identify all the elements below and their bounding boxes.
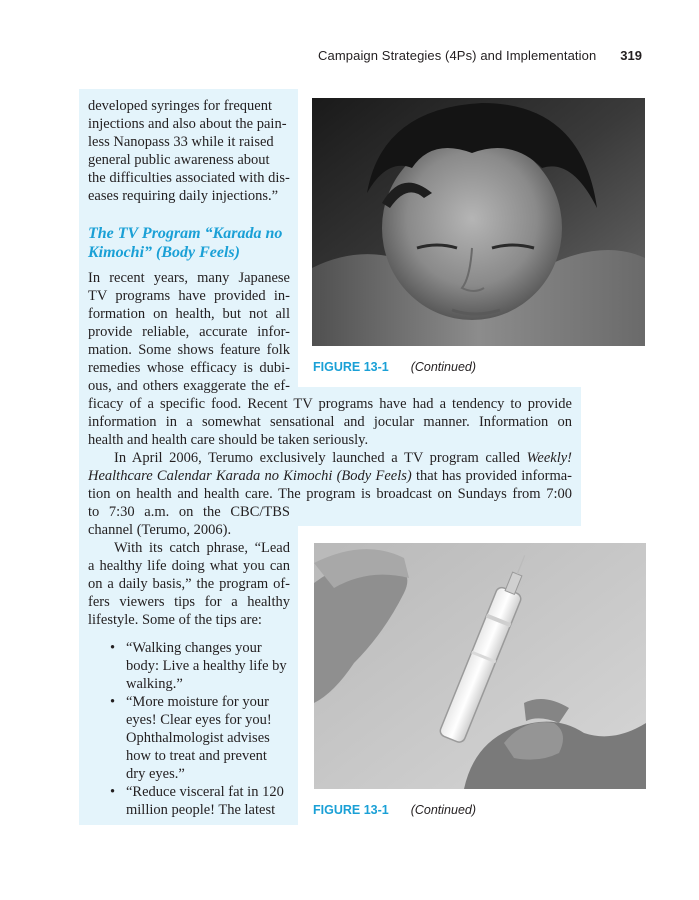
section-heading: The TV Program “Karada no Kimochi” (Body Feels) bbox=[88, 225, 283, 261]
paragraph-catch-phrase: With its catch phrase, “Lead a healthy life doing what you can on a daily basis,” the program of- fers viewers tips for a healthy lifestyle. Some of the tips are: bbox=[88, 540, 290, 628]
photo-syringe bbox=[314, 543, 646, 789]
list-item: • “Reduce visceral fat in 120 million people! The latest bbox=[110, 784, 284, 818]
paragraph-tv-wide: ficacy of a specific food. Recent TV programs have had a tendency to provide information in a somewhat sensational and jocular manner. Information on health and health care should be taken seriously. bbox=[88, 396, 572, 448]
text-line: injections and also about the pain- bbox=[88, 116, 287, 132]
intro-paragraph bbox=[88, 97, 290, 205]
text-line: general public awareness about bbox=[88, 152, 270, 168]
text-line: developed syringes for frequent bbox=[88, 98, 273, 114]
paragraph-tv-narrow: In recent years, many Japanese TV programs have provided in- formation on health, but not all provide reliable, accurate infor- mation. Some shows feature folk remedies whose efficacy is dubi- ous, and others exaggerate the ef- bbox=[88, 270, 290, 394]
figure-caption-2: FIGURE 13-1 (Continued) bbox=[313, 803, 477, 817]
photo-boy bbox=[312, 98, 645, 346]
list-item: • “More moisture for your eyes! Clear eyes for you! Ophthalmologist advises how to treat and prevent dry eyes.” bbox=[110, 694, 272, 782]
figure-caption-1: FIGURE 13-1 (Continued) bbox=[313, 360, 477, 374]
text-line: eases requiring daily injections.” bbox=[88, 188, 279, 204]
list-item: • “Walking changes your body: Live a healthy life by walking.” bbox=[110, 640, 287, 692]
running-head bbox=[0, 48, 642, 63]
paragraph-terumo-launch: In April 2006, Terumo exclusively launched a TV program called Weekly! Healthcare Calendar Karada no Kimochi (Body Feels) that has provided informa- tion on health and health care. The program is broadcast on Sundays from 7:00 to 7:30 a.m. on the CBC/TBS channel (Terumo, 2006). bbox=[88, 450, 573, 538]
page-number: 319 bbox=[620, 48, 642, 63]
text-line: less Nanopass 33 while it raised bbox=[88, 134, 274, 150]
tips-list bbox=[110, 639, 294, 819]
chapter-title: Campaign Strategies (4Ps) and Implementation bbox=[318, 48, 597, 63]
text-line: the difficulties associated with dis- bbox=[88, 170, 290, 186]
